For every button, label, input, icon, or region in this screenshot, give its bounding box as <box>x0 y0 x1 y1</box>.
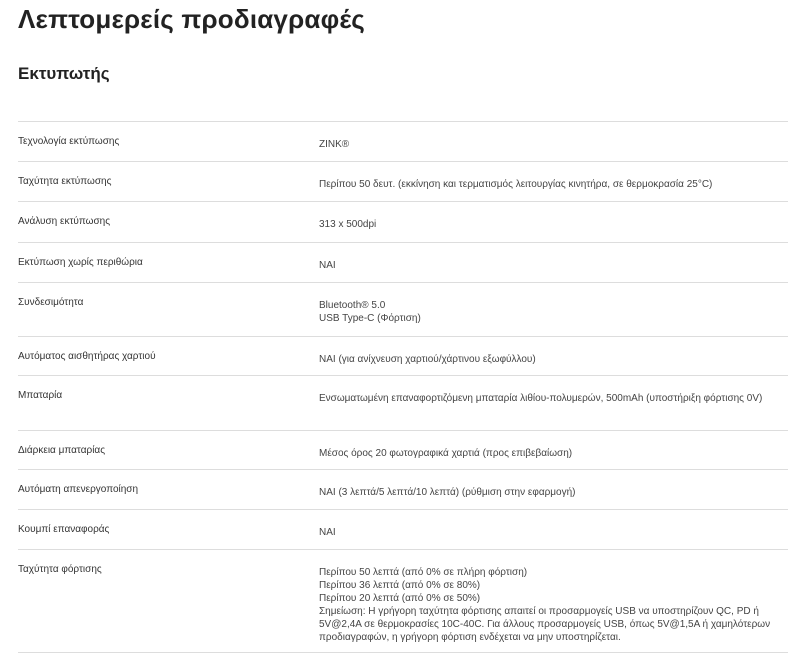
spec-label: Ταχύτητα φόρτισης <box>18 564 102 575</box>
spec-table <box>18 121 788 653</box>
section-title-printer: Εκτυπωτής <box>18 64 110 83</box>
spec-label: Ανάλυση εκτύπωσης <box>18 216 111 227</box>
spec-label: Συνδεσιμότητα <box>18 297 84 308</box>
spec-label: Κουμπί επαναφοράς <box>18 524 110 535</box>
spec-value <box>319 299 779 325</box>
spec-label: Αυτόματος αισθητήρας χαρτιού <box>18 351 156 362</box>
spec-value-line: ΝΑΙ <box>319 260 336 271</box>
spec-value-line: ΝΑΙ (3 λεπτά/5 λεπτά/10 λεπτά) (ρύθμιση στην εφαρμογή) <box>319 487 576 498</box>
spec-value-line: 313 x 500dpi <box>319 219 377 230</box>
spec-value <box>319 486 779 499</box>
spec-row-paper-sensor <box>18 337 788 376</box>
spec-value <box>319 178 779 191</box>
page-title: Λεπτομερείς προδιαγραφές <box>18 4 366 34</box>
spec-row-charging-speed <box>18 550 788 653</box>
spec-row-battery-life <box>18 431 788 470</box>
spec-value-line: Ενσωματωμένη επαναφορτιζόμενη μπαταρία λιθίου-πολυμερών, 500mAh (υποστήριξη φόρτισης 0V) <box>319 393 763 404</box>
spec-label: Ταχύτητα εκτύπωσης <box>18 176 112 187</box>
spec-value-line: Μέσος όρος 20 φωτογραφικά χαρτιά (προς επιβεβαίωση) <box>319 448 573 459</box>
spec-value <box>319 447 779 460</box>
spec-row-battery <box>18 376 788 431</box>
spec-value-line: Σημείωση: Η γρήγορη ταχύτητα φόρτισης απαιτεί οι προσαρμογείς USB να υποστηρίζουν QC, PD ή 5V@2,4A σε θερμοκρασίες 10C-40C. Για άλλους προσαρμογείς USB, όπως 5V@1,5A ή χαμηλότερων προδιαγραφών, η γρήγορη φόρτιση ενδέχεται να μην υποστηρίζεται. <box>319 606 771 643</box>
spec-label: Τεχνολογία εκτύπωσης <box>18 136 120 147</box>
spec-value <box>319 353 779 366</box>
spec-value <box>319 218 779 231</box>
spec-value <box>319 259 779 272</box>
spec-row-borderless-print <box>18 243 788 283</box>
spec-value-line: Περίπου 50 λεπτά (από 0% σε πλήρη φόρτιση) <box>319 567 528 578</box>
spec-value-line: Περίπου 20 λεπτά (από 0% σε 50%) <box>319 593 481 604</box>
spec-value <box>319 392 779 405</box>
spec-value-line: USB Type-C (Φόρτιση) <box>319 313 421 324</box>
spec-row-auto-power-off <box>18 470 788 510</box>
spec-label: Μπαταρία <box>18 390 63 401</box>
spec-row-print-resolution <box>18 202 788 243</box>
spec-row-connectivity <box>18 283 788 337</box>
spec-value-line: ZINK® <box>319 139 350 150</box>
spec-row-print-technology <box>18 122 788 162</box>
spec-value-line: Περίπου 50 δευτ. (εκκίνηση και τερματισμός λειτουργίας κινητήρα, σε θερμοκρασία 25°C) <box>319 179 713 190</box>
spec-value-line: Περίπου 36 λεπτά (από 0% σε 80%) <box>319 580 481 591</box>
spec-label: Αυτόματη απενεργοποίηση <box>18 484 139 495</box>
spec-row-print-speed <box>18 162 788 202</box>
spec-value <box>319 566 779 644</box>
spec-value-line: ΝΑΙ <box>319 527 336 538</box>
spec-row-reset-button <box>18 510 788 550</box>
spec-label: Διάρκεια μπαταρίας <box>18 445 106 456</box>
spec-value-line: ΝΑΙ (για ανίχνευση χαρτιού/χάρτινου εξωφύλλου) <box>319 354 536 365</box>
spec-value-line: Bluetooth® 5.0 <box>319 300 386 311</box>
spec-label: Εκτύπωση χωρίς περιθώρια <box>18 257 143 268</box>
spec-value <box>319 526 779 539</box>
spec-value <box>319 138 779 151</box>
